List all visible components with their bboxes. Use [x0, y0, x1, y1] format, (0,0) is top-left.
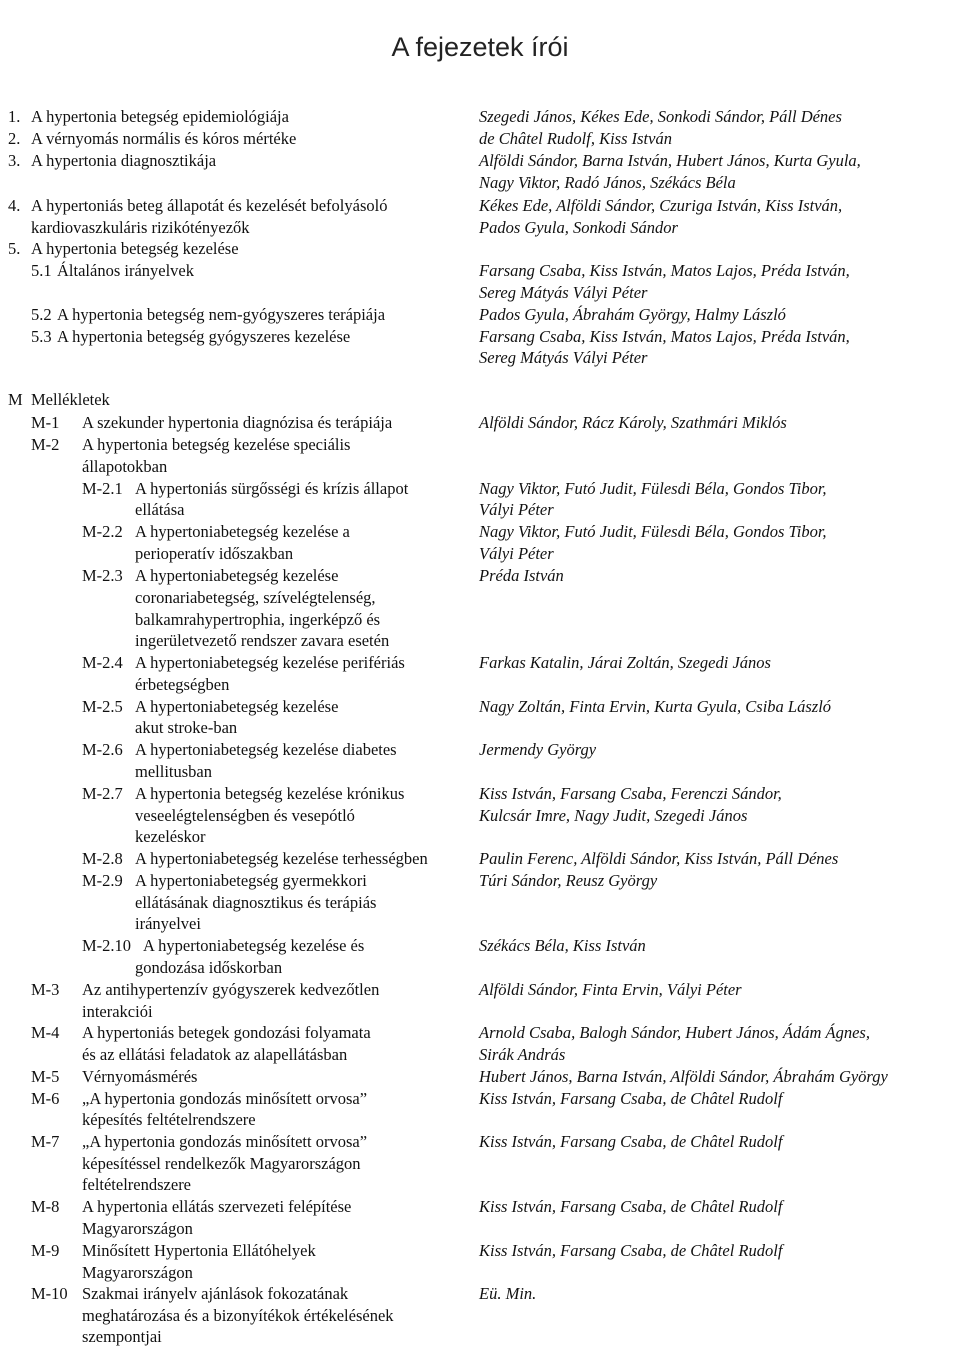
appendix-title: interakciói [82, 1002, 153, 1021]
appendix-number: M-2.6 [82, 740, 123, 759]
chapter-authors: Kékes Ede, Alföldi Sándor, Czuriga István, Kiss István, [479, 196, 843, 215]
appendix-authors: Kiss István, Farsang Csaba, de Châtel Rudolf [479, 1089, 783, 1108]
appendix-number: M-2.8 [82, 849, 123, 868]
appendix-number: M-6 [31, 1089, 60, 1108]
appendix-authors: Hubert János, Barna István, Alföldi Sándor, Ábrahám György [479, 1067, 888, 1086]
appendix-title: képesítés feltételrendszere [82, 1110, 256, 1129]
chapter-title: kardiovaszkuláris rizikótényezők [31, 218, 250, 237]
appendix-authors: Kiss István, Farsang Csaba, Ferenczi Sándor, [479, 784, 782, 803]
appendix-title: irányelvei [135, 914, 201, 933]
appendix-number: M-9 [31, 1241, 60, 1260]
appendix-authors: Arnold Csaba, Balogh Sándor, Hubert János, Ádám Ágnes, [479, 1023, 870, 1042]
chapter-number: 3. [8, 151, 21, 170]
appendix-number: M-2.4 [82, 653, 123, 672]
chapter-authors: de Châtel Rudolf, Kiss István [479, 129, 672, 148]
chapter-title: A vérnyomás normális és kóros mértéke [31, 129, 297, 148]
chapter-number: 5.1 [31, 261, 52, 280]
appendix-title: perioperatív időszakban [135, 544, 294, 563]
appendix-authors: Vályi Péter [479, 500, 554, 519]
appendix-title: A hypertoniabetegség gyermekkori [135, 871, 367, 890]
appendix-number: M-4 [31, 1023, 60, 1042]
appendix-title: képesítéssel rendelkezők Magyarországon [82, 1154, 361, 1173]
appendix-authors: Eü. Min. [479, 1284, 537, 1303]
chapter-authors: Nagy Viktor, Radó János, Székács Béla [479, 173, 736, 192]
chapter-number: 4. [8, 196, 21, 215]
appendix-title: A hypertonia betegség kezelése speciális [82, 435, 351, 454]
chapter-number: 5. [8, 239, 21, 258]
appendix-title: A hypertoniás betegek gondozási folyamata [82, 1023, 371, 1042]
appendix-authors: Paulin Ferenc, Alföldi Sándor, Kiss István, Páll Dénes [479, 849, 839, 868]
appendix-number: M-2 [31, 435, 60, 454]
appendix-number: M-5 [31, 1067, 60, 1086]
appendix-heading: Mellékletek [31, 390, 110, 409]
appendix-title: Minősített Hypertonia Ellátóhelyek [82, 1241, 316, 1260]
appendix-title: A hypertoniabetegség kezelése [135, 697, 339, 716]
appendix-title: „A hypertonia gondozás minősített orvosa” [82, 1132, 368, 1151]
appendix-title: A hypertoniás sürgősségi és krízis állapot [135, 479, 409, 498]
appendix-title: ellátása [135, 500, 185, 519]
chapter-authors: Pados Gyula, Sonkodi Sándor [479, 218, 678, 237]
appendix-number: M-10 [31, 1284, 68, 1303]
chapter-number: 5.3 [31, 327, 52, 346]
appendix-title: szempontjai [82, 1327, 162, 1346]
appendix-letter: M [8, 390, 23, 409]
appendix-number: M-2.7 [82, 784, 123, 803]
appendix-authors: Nagy Viktor, Futó Judit, Fülesdi Béla, Gondos Tibor, [479, 479, 827, 498]
appendix-number: M-1 [31, 413, 60, 432]
appendix-authors: Farkas Katalin, Járai Zoltán, Szegedi János [479, 653, 771, 672]
appendix-number: M-3 [31, 980, 60, 999]
appendix-title: A hypertoniabetegség kezelése terhességben [135, 849, 428, 868]
appendix-title: akut stroke-ban [135, 718, 238, 737]
chapter-authors: Alföldi Sándor, Barna István, Hubert János, Kurta Gyula, [479, 151, 861, 170]
appendix-number: M-2.9 [82, 871, 123, 890]
page-title: A fejezetek írói [391, 32, 569, 62]
chapter-authors: Sereg Mátyás Vályi Péter [479, 283, 648, 302]
appendix-number: M-2.3 [82, 566, 123, 585]
appendix-authors: Jermendy György [479, 740, 597, 759]
appendix-title: gondozása időskorban [135, 958, 283, 977]
appendix-title: meghatározása és a bizonyítékok értékelésének [82, 1306, 394, 1325]
appendix-number: M-2.1 [82, 479, 123, 498]
appendix-title: Az antihypertenzív gyógyszerek kedvezőtlen [82, 980, 380, 999]
appendix-title: A hypertoniabetegség kezelése [135, 566, 339, 585]
chapter-authors: Farsang Csaba, Kiss István, Matos Lajos, Préda István, [479, 261, 850, 280]
appendix-authors: Alföldi Sándor, Finta Ervin, Vályi Péter [479, 980, 742, 999]
appendix-title: feltételrendszere [82, 1175, 192, 1194]
appendix-number: M-2.2 [82, 522, 123, 541]
chapter-title: A hypertonia betegség nem-gyógyszeres terápiája [57, 305, 386, 324]
chapter-number: 5.2 [31, 305, 52, 324]
appendix-title: állapotokban [82, 457, 168, 476]
appendix-authors: Székács Béla, Kiss István [479, 936, 646, 955]
chapter-number: 1. [8, 107, 21, 126]
appendix-authors: Nagy Zoltán, Finta Ervin, Kurta Gyula, Csiba László [479, 697, 832, 716]
chapter-number: 2. [8, 129, 21, 148]
appendix-title: Szakmai irányelv ajánlások fokozatának [82, 1284, 349, 1303]
appendix-authors: Préda István [479, 566, 564, 585]
appendix-title: A hypertoniabetegség kezelése diabetes [135, 740, 397, 759]
appendix-authors: Vályi Péter [479, 544, 554, 563]
chapter-title: A hypertonia diagnosztikája [31, 151, 217, 170]
appendix-title: mellitusban [135, 762, 212, 781]
appendix-number: M-2.10 [82, 936, 132, 955]
appendix-title: veseelégtelenségben és vesepótló [135, 806, 355, 825]
appendix-number: M-2.5 [82, 697, 123, 716]
appendix-title: „A hypertonia gondozás minősített orvosa” [82, 1089, 368, 1108]
chapter-title: Általános irányelvek [57, 261, 194, 280]
appendix-authors: Sirák András [479, 1045, 566, 1064]
appendix-title: A hypertoniabetegség kezelése perifériás [135, 653, 405, 672]
appendix-number: M-7 [31, 1132, 60, 1151]
appendix-title: Magyarországon [82, 1219, 193, 1238]
appendix-authors: Nagy Viktor, Futó Judit, Fülesdi Béla, Gondos Tibor, [479, 522, 827, 541]
appendix-title: A hypertonia ellátás szervezeti felépítése [82, 1197, 352, 1216]
appendix-authors: Kiss István, Farsang Csaba, de Châtel Rudolf [479, 1241, 783, 1260]
chapter-authors: Farsang Csaba, Kiss István, Matos Lajos, Préda István, [479, 327, 850, 346]
appendix-title: A hypertoniabetegség kezelése és [143, 936, 365, 955]
appendix-title: érbetegségben [135, 675, 230, 694]
appendix-title: ellátásának diagnosztikus és terápiás [135, 893, 377, 912]
appendix-title: A szekunder hypertonia diagnózisa és terápiája [82, 413, 393, 432]
appendix-title: A hypertoniabetegség kezelése a [135, 522, 350, 541]
appendix-title: Vérnyomásmérés [82, 1067, 198, 1086]
appendix-authors: Túri Sándor, Reusz György [479, 871, 658, 890]
appendix-title: Magyarországon [82, 1263, 193, 1282]
appendix-title: coronariabetegség, szívelégtelenség, [135, 588, 376, 607]
chapter-title: A hypertonia betegség gyógyszeres kezelése [57, 327, 351, 346]
chapter-title: A hypertonia betegség kezelése [31, 239, 239, 258]
appendix-title: balkamrahypertrophia, ingerképző és [135, 610, 381, 629]
chapter-authors: Sereg Mátyás Vályi Péter [479, 348, 648, 367]
chapter-authors: Pados Gyula, Ábrahám György, Halmy László [479, 305, 786, 324]
appendix-number: M-8 [31, 1197, 60, 1216]
appendix-title: A hypertonia betegség kezelése krónikus [135, 784, 405, 803]
appendix-authors: Kiss István, Farsang Csaba, de Châtel Rudolf [479, 1132, 783, 1151]
appendix-title: kezeléskor [135, 827, 206, 846]
chapter-title: A hypertoniás beteg állapotát és kezelését befolyásoló [31, 196, 388, 215]
chapter-authors: Szegedi János, Kékes Ede, Sonkodi Sándor, Páll Dénes [479, 107, 842, 126]
appendix-authors: Kulcsár Imre, Nagy Judit, Szegedi János [479, 806, 748, 825]
appendix-authors: Kiss István, Farsang Csaba, de Châtel Rudolf [479, 1197, 783, 1216]
chapter-title: A hypertonia betegség epidemiológiája [31, 107, 289, 126]
appendix-title: és az ellátási feladatok az alapellátásban [82, 1045, 348, 1064]
appendix-title: ingerületvezető rendszer zavara esetén [135, 631, 390, 650]
appendix-authors: Alföldi Sándor, Rácz Károly, Szathmári Miklós [479, 413, 787, 432]
